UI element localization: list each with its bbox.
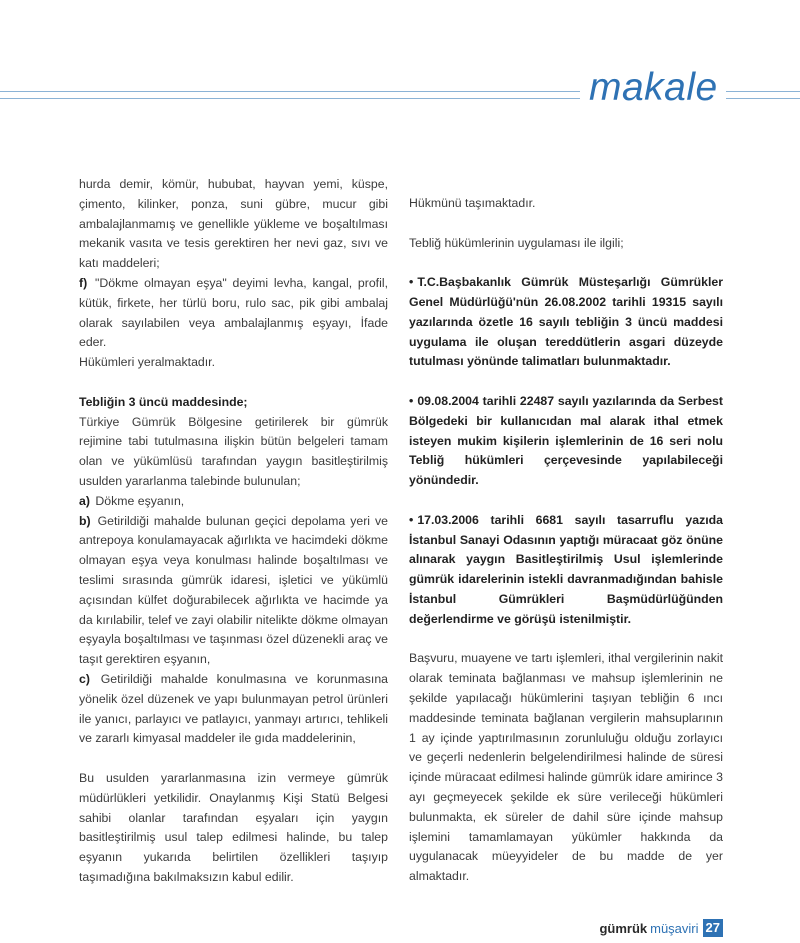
header-rule-left xyxy=(0,91,580,99)
paragraph-uygulama: Tebliğ hükümlerinin uygulaması ile ilgili; xyxy=(409,235,624,250)
paragraph-article-intro: Türkiye Gümrük Bölgesine getirilerek bir gümrük rejimine tabi tutulmasına ilişkin bütün belgeleri tamam olan ve yükümlüsü tarafından yaygın basitleştirilmiş usulden yararlanma talebinde bulunulan; xyxy=(79,414,388,488)
item-f xyxy=(79,274,388,353)
paragraph-basvuru: Başvuru, muayene ve tartı işlemleri, ithal vergilerinin nakit olarak teminata bağlanması ve mahsup işlemlerinin ne şekilde yapılacağı hükümlerini taşıyan tebliğin 6 ıncı maddesinde teminata bağlanan vergilerin mahsuplarının 1 ay içinde yaptırılmasının zorunluluğu olduğu zorlayıcı ve geçerli nedenlerin belgelendirilmesi halinde de süresi içinde müracaat edilmesi halinde gümrük idare amirince 3 ayı geçmeyecek şekilde ek süre verileceği hükümleri bulunmakta, ek süreler de dahil süre içinde mahsup işlemini tamamlamayan yükümler hakkında da uygulanacak müeyyideler de bu madde de yer almaktadır. xyxy=(409,651,723,884)
bullet-item xyxy=(409,273,723,372)
footer xyxy=(599,918,723,938)
bullet-text: 17.03.2006 tarihli 6681 sayılı tasarruflu yazıda İstanbul Sanayi Odasının yaptığı müracaat göz önüne alınarak yaygın Basitleştirilmiş Usul işlemlerinde gümrük idarelerinin istekli davranmadığından bahisle İstanbul Gümrükleri Başmüdürlüğünden değerlendirme ve görüşü istenilmiştir. xyxy=(409,512,723,626)
item-f-text: "Dökme olmayan eşya" deyimi levha, kangal, profil, kütük, firkete, her türlü boru, rulo sac, pik gibi ambalaj olarak sayılabilen veya ambalajlanmış eşyayı, İfade eder. xyxy=(79,275,388,350)
paragraph-hukum: Hükümleri yeralmaktadır. xyxy=(79,355,215,370)
item-b-letter: b) xyxy=(79,513,91,528)
bullet-text: 09.08.2004 tarihli 22487 sayılı yazılarında da Serbest Bölgedeki bir kullanıcıdan mal alarak ithal etmek isteyen mukim kişilerin işlemlerinin de 16 seri nolu Tebliğ hükümleri çerçevesinde yapılabileceği yönündedir. xyxy=(409,393,723,488)
bullet-text: T.C.Başbakanlık Gümrük Müsteşarlığı Gümrükler Genel Müdürlüğü'nün 26.08.2002 tarihli 19315 sayılı yazılarında özetle 16 sayılı tebliğin 3 üncü maddesi uygulama ile oluşan tereddütlerin asgari düzeyde tutulması yönünde talimatları bulunmaktadır. xyxy=(409,275,723,369)
bullet-dot-icon: • xyxy=(409,275,414,290)
bullet-item xyxy=(409,392,723,491)
paragraph-hukmunu: Hükmünü taşımaktadır. xyxy=(409,196,536,210)
magazine-name-part1: gümrük xyxy=(599,920,648,936)
left-column xyxy=(79,175,388,888)
paragraph-authorization: Bu usulden yararlanmasına izin vermeye gümrük müdürlükleri yetkilidir. Onaylanmış Kişi Statü Belgesi sahibi olanlar tarafından eşyaları için yaygın basitleştirilmiş usul talep edilmesi halinde, bu talep eşyanın yukarıda belirtilen özellikleri taşıyıp taşımadığına bakılmaksızın kabul edilir. xyxy=(79,770,388,884)
section-title: makale xyxy=(589,66,718,109)
header-rule-right xyxy=(726,91,800,99)
item-c-letter: c) xyxy=(79,671,90,686)
bullet-item xyxy=(409,511,723,630)
bullet-dot-icon: • xyxy=(409,393,414,408)
item-c xyxy=(79,670,388,749)
item-a-letter: a) xyxy=(79,493,90,508)
item-b xyxy=(79,512,388,670)
paragraph-intro: hurda demir, kömür, hububat, hayvan yemi, küspe, çimento, kilinker, ponza, suni gübre, mucur gibi ambalajlanmamış ve genellikle yükleme ve boşaltılması mekanik vasıta ve tesis gerektiren her nevi gaz, sıvı ve katı maddeleri; xyxy=(79,177,388,271)
section-heading: Tebliğin 3 üncü maddesinde; xyxy=(79,394,248,409)
page-number: 27 xyxy=(703,919,723,937)
magazine-name-part2: müşaviri xyxy=(650,920,699,936)
right-column xyxy=(409,175,723,887)
item-c-text: Getirildiği mahalde konulmasına ve korunmasına yönelik özel düzenek ve yapı bulunmayan petrol ürünleri ile yanıcı, parlayıcı ve patlayıcı, yanmayı artırıcı, tehlikeli ve zararlı kimyasal maddeler ile gıda maddelerinin, xyxy=(79,671,389,746)
item-f-letter: f) xyxy=(79,275,88,290)
item-a xyxy=(79,492,388,512)
bullet-dot-icon: • xyxy=(409,512,414,527)
item-a-text: Dökme eşyanın, xyxy=(95,493,185,508)
item-b-text: Getirildiği mahalde bulunan geçici depolama yeri ve antrepoya konulamayacak ağırlıkta ve hacimdeki dökme olmayan eşya veya konulması halinde boşaltılması ve teslimi sırasında gümrük idaresi, işletici ve yükümlü açısından külfet doğurabilecek ağırlıkta ve hacimde ya da kırılabilir, telef ve zayi olabilir nitelikte dökme olmayan eşyayla boşaltılması ve taşınması özel düzenekli araç ve taşıt gerektiren eşyanın, xyxy=(79,513,389,667)
